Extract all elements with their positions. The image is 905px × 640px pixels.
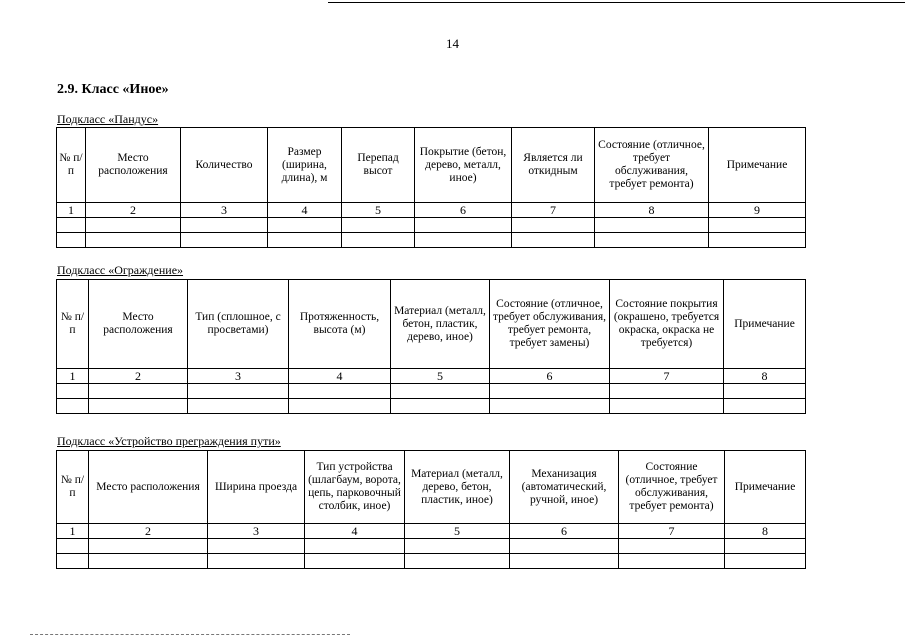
- header-cell: Материал (металл, бетон, пластик, дерево, иное): [391, 280, 490, 369]
- column-number: 4: [305, 524, 405, 539]
- page-number: 14: [446, 36, 459, 51]
- header-cell: № п/п: [57, 280, 89, 369]
- empty-cell[interactable]: [725, 554, 806, 569]
- column-number: 3: [208, 524, 305, 539]
- empty-cell[interactable]: [305, 554, 405, 569]
- empty-cell[interactable]: [188, 399, 289, 414]
- empty-cell[interactable]: [405, 539, 510, 554]
- empty-cell[interactable]: [490, 384, 610, 399]
- empty-cell[interactable]: [595, 233, 709, 248]
- header-cell: Ширина проезда: [208, 451, 305, 524]
- column-number: 6: [510, 524, 619, 539]
- empty-cell[interactable]: [724, 399, 806, 414]
- column-number: 2: [86, 203, 181, 218]
- column-number: 2: [89, 369, 188, 384]
- column-number: 6: [490, 369, 610, 384]
- subclass-title-ramp: Подкласс «Пандус»: [57, 112, 159, 126]
- header-cell: Примечание: [725, 451, 806, 524]
- empty-cell[interactable]: [181, 218, 268, 233]
- header-cell: Тип (сплошное, с просветами): [188, 280, 289, 369]
- header-cell: Состояние (отличное, требует обслуживания, требует ремонта): [595, 128, 709, 203]
- empty-cell[interactable]: [57, 233, 86, 248]
- header-row: [57, 128, 806, 203]
- empty-cell[interactable]: [342, 233, 415, 248]
- empty-cell[interactable]: [305, 539, 405, 554]
- empty-cell[interactable]: [619, 539, 725, 554]
- subclass-title-barrier: Подкласс «Устройство преграждения пути»: [57, 434, 281, 448]
- header-cell: Примечание: [724, 280, 806, 369]
- empty-cell[interactable]: [57, 554, 89, 569]
- empty-cell[interactable]: [86, 218, 181, 233]
- section-heading: 2.9. Класс «Иное»: [57, 82, 169, 97]
- header-cell: Примечание: [709, 128, 806, 203]
- empty-cell[interactable]: [610, 399, 724, 414]
- empty-cell[interactable]: [208, 539, 305, 554]
- column-number: 3: [188, 369, 289, 384]
- subclass-title-fence: Подкласс «Ограждение»: [57, 263, 184, 277]
- column-number: 8: [724, 369, 806, 384]
- empty-cell[interactable]: [595, 218, 709, 233]
- header-row: [57, 451, 806, 524]
- empty-cell[interactable]: [415, 218, 512, 233]
- column-number: 4: [268, 203, 342, 218]
- scan-artifact-line: [30, 634, 350, 635]
- empty-cell[interactable]: [724, 384, 806, 399]
- empty-row: [57, 384, 806, 399]
- empty-cell[interactable]: [57, 218, 86, 233]
- column-number: 7: [610, 369, 724, 384]
- header-cell: Количество: [181, 128, 268, 203]
- column-number: 8: [725, 524, 806, 539]
- empty-cell[interactable]: [289, 399, 391, 414]
- empty-cell[interactable]: [86, 233, 181, 248]
- header-cell: Место расположения: [86, 128, 181, 203]
- empty-cell[interactable]: [57, 539, 89, 554]
- empty-cell[interactable]: [490, 399, 610, 414]
- header-cell: Размер (ширина, длина), м: [268, 128, 342, 203]
- column-number: 2: [89, 524, 208, 539]
- column-number: 5: [405, 524, 510, 539]
- empty-cell[interactable]: [89, 399, 188, 414]
- header-cell: № п/п: [57, 128, 86, 203]
- column-number: 8: [595, 203, 709, 218]
- empty-cell[interactable]: [188, 384, 289, 399]
- ramp-table: [56, 127, 806, 248]
- column-number: 5: [391, 369, 490, 384]
- column-number-row: [57, 369, 806, 384]
- barrier-table: [56, 450, 806, 569]
- empty-cell[interactable]: [510, 539, 619, 554]
- empty-cell[interactable]: [619, 554, 725, 569]
- header-cell: Тип устройства (шлагбаум, ворота, цепь, парковочный столбик, иное): [305, 451, 405, 524]
- empty-cell[interactable]: [405, 554, 510, 569]
- empty-cell[interactable]: [181, 233, 268, 248]
- empty-row: [57, 399, 806, 414]
- top-rule: [328, 2, 905, 3]
- column-number-row: [57, 524, 806, 539]
- header-cell: Покрытие (бетон, дерево, металл, иное): [415, 128, 512, 203]
- empty-cell[interactable]: [268, 218, 342, 233]
- empty-cell[interactable]: [510, 554, 619, 569]
- empty-cell[interactable]: [289, 384, 391, 399]
- column-number: 7: [619, 524, 725, 539]
- header-cell: Протяженность, высота (м): [289, 280, 391, 369]
- empty-cell[interactable]: [391, 384, 490, 399]
- column-number: 5: [342, 203, 415, 218]
- empty-cell[interactable]: [725, 539, 806, 554]
- empty-cell[interactable]: [208, 554, 305, 569]
- empty-cell[interactable]: [57, 384, 89, 399]
- column-number: 1: [57, 369, 89, 384]
- column-number: 1: [57, 524, 89, 539]
- column-number: 4: [289, 369, 391, 384]
- empty-row: [57, 233, 806, 248]
- header-cell: № п/п: [57, 451, 89, 524]
- empty-cell[interactable]: [342, 218, 415, 233]
- column-number: 6: [415, 203, 512, 218]
- fence-table: [56, 279, 806, 414]
- empty-cell[interactable]: [512, 218, 595, 233]
- empty-cell[interactable]: [268, 233, 342, 248]
- empty-cell[interactable]: [89, 539, 208, 554]
- empty-cell[interactable]: [89, 384, 188, 399]
- header-cell: Состояние (отличное, требует обслуживания, требует ремонта): [619, 451, 725, 524]
- column-number: 7: [512, 203, 595, 218]
- header-cell: Перепад высот: [342, 128, 415, 203]
- column-number: 1: [57, 203, 86, 218]
- column-number-row: [57, 203, 806, 218]
- column-number: 3: [181, 203, 268, 218]
- empty-cell[interactable]: [709, 233, 806, 248]
- empty-cell[interactable]: [391, 399, 490, 414]
- empty-row: [57, 554, 806, 569]
- empty-cell[interactable]: [512, 233, 595, 248]
- empty-cell[interactable]: [89, 554, 208, 569]
- empty-row: [57, 539, 806, 554]
- header-cell: Место расположения: [89, 280, 188, 369]
- header-cell: Механизация (автоматический, ручной, иное): [510, 451, 619, 524]
- empty-cell[interactable]: [709, 218, 806, 233]
- empty-row: [57, 218, 806, 233]
- column-number: 9: [709, 203, 806, 218]
- empty-cell[interactable]: [610, 384, 724, 399]
- header-row: [57, 280, 806, 369]
- header-cell: Состояние (отличное, требует обслуживания, требует ремонта, требует замены): [490, 280, 610, 369]
- header-cell: Место расположения: [89, 451, 208, 524]
- empty-cell[interactable]: [57, 399, 89, 414]
- header-cell: Является ли откидным: [512, 128, 595, 203]
- empty-cell[interactable]: [415, 233, 512, 248]
- header-cell: Материал (металл, дерево, бетон, пластик, иное): [405, 451, 510, 524]
- header-cell: Состояние покрытия (окрашено, требуется окраска, окраска не требуется): [610, 280, 724, 369]
